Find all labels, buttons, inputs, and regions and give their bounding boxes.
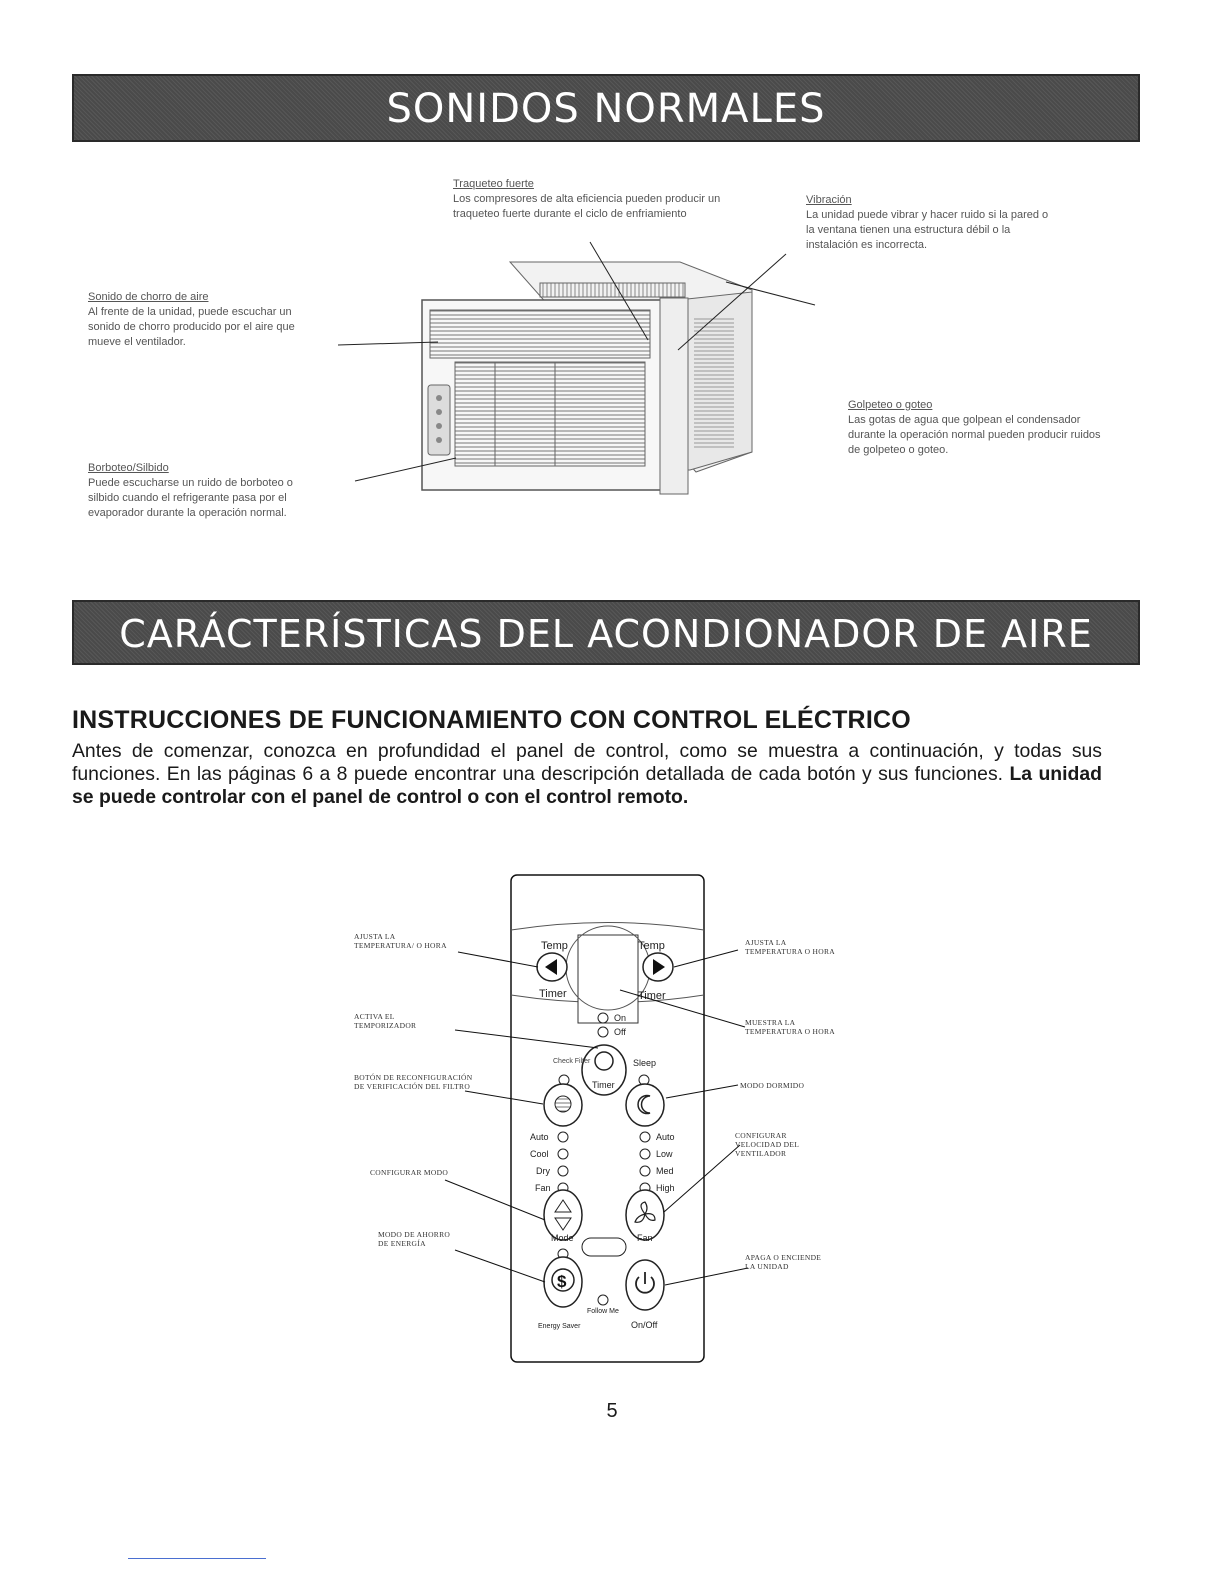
- callout-gurgle-text: Puede escucharse un ruido de borboteo o silbido cuando el refrigerante pasa por el evaporador durante la operación normal.: [88, 477, 293, 519]
- section-banner-sounds: SONIDOS NORMALES: [72, 74, 1140, 142]
- section-banner-features: CARÁCTERÍSTICAS DEL ACONDIONADOR DE AIRE: [72, 600, 1140, 665]
- page-number: 5: [606, 1400, 618, 1422]
- label-sleep: MODO DORMIDO: [740, 1081, 805, 1090]
- check-filter-label: Check Filter: [553, 1058, 591, 1065]
- mode-item-dry: Dry: [536, 1166, 550, 1176]
- callout-rattle-text: Los compresores de alta eficiencia pueden producir un traqueteo fuerte durante el ciclo de enfriamiento: [453, 193, 721, 220]
- energy-saver-label: Energy Saver: [538, 1323, 581, 1330]
- temp-left-label: Temp: [541, 940, 568, 952]
- fan-item-auto: Auto: [656, 1132, 675, 1142]
- follow-me-label: Follow Me: [587, 1308, 619, 1315]
- callout-airflow-text: Al frente de la unidad, puede escuchar un sonido de chorro producido por el aire que mueve el ventilador.: [88, 306, 295, 348]
- on-indicator: [598, 1013, 608, 1023]
- label-timer-on: ACTIVA EL TEMPORIZADOR: [354, 1012, 417, 1030]
- callout-vibration-text: La unidad puede vibrar y hacer ruido si la pared o la ventana tienen una estructura débil o la instalación es incorrecta.: [806, 209, 1049, 251]
- onoff-label: On/Off: [631, 1320, 658, 1330]
- filter-icon: [555, 1096, 571, 1112]
- fan-item-med: Med: [656, 1166, 674, 1176]
- callout-airflow: [88, 290, 313, 350]
- mode-item-cool: Cool: [530, 1149, 549, 1159]
- timer-right-label: Timer: [638, 990, 666, 1002]
- label-shows-temp: MUESTRA LA TEMPERATURA O HORA: [745, 1018, 835, 1036]
- callout-dripping: [848, 398, 1108, 458]
- mode-button-label: Mode: [551, 1233, 574, 1243]
- callout-dripping-text: Las gotas de agua que golpean el condensador durante la operación normal pueden producir ruidos de golpeteo o goteo.: [848, 414, 1101, 456]
- mode-item-auto: Auto: [530, 1132, 549, 1142]
- timer-button-label: Timer: [592, 1080, 615, 1090]
- callout-rattle: [453, 177, 763, 222]
- callout-dripping-title: Golpeteo o goteo: [848, 399, 933, 411]
- fan-item-low: Low: [656, 1149, 673, 1159]
- control-panel-diagram: [0, 860, 1224, 1380]
- off-indicator: [598, 1027, 608, 1037]
- dollar-icon: $: [557, 1272, 567, 1291]
- callout-vibration: [806, 193, 1051, 253]
- callout-gurgle-title: Borboteo/Silbido: [88, 462, 169, 474]
- sleep-button[interactable]: [626, 1084, 664, 1126]
- label-fan-speed: CONFIGURAR VELOCIDAD DEL VENTILADOR: [735, 1131, 799, 1158]
- footer-rule: [128, 1558, 266, 1559]
- label-power: APAGA O ENCIENDE LA UNIDAD: [745, 1253, 822, 1271]
- power-button[interactable]: [626, 1260, 664, 1310]
- intro-paragraph: [72, 740, 1102, 809]
- callout-rattle-title: Traqueteo fuerte: [453, 178, 534, 190]
- callout-vibration-title: Vibración: [806, 194, 852, 206]
- label-adjust-right: AJUSTA LA TEMPERATURA O HORA: [745, 938, 835, 956]
- fan-button-label: Fan: [637, 1233, 653, 1243]
- mode-item-fan: Fan: [535, 1183, 551, 1193]
- callout-gurgle: [88, 461, 320, 521]
- off-label: Off: [614, 1027, 626, 1037]
- label-adjust-left: AJUSTA LA TEMPERATURA/ O HORA: [354, 932, 447, 950]
- fan-item-high: High: [656, 1183, 675, 1193]
- callout-airflow-title: Sonido de chorro de aire: [88, 291, 209, 303]
- intro-text: Antes de comenzar, conozca en profundidad el panel de control, como se muestra a continuación, y todas sus funciones. En las páginas 6 a 8 puede encontrar una descripción detallada de cada botón y sus funciones.: [72, 740, 1102, 785]
- timer-left-label: Timer: [539, 988, 567, 1000]
- follow-me-display: [582, 1238, 626, 1256]
- temp-right-label: Temp: [638, 940, 665, 952]
- label-filter: BOTÓN DE RECONFIGURACIÓN DE VERIFICACIÓN DEL FILTRO: [354, 1073, 473, 1091]
- intro-bold-text: La unidad se puede controlar con el panel de control o con el control remoto.: [72, 763, 1102, 808]
- section-heading: INSTRUCCIONES DE FUNCIONAMIENTO CON CONTROL ELÉCTRICO: [72, 706, 911, 734]
- sleep-label: Sleep: [633, 1058, 657, 1068]
- follow-me-indicator: [598, 1295, 608, 1305]
- label-energy: MODO DE AHORRO DE ENERGÍA: [378, 1230, 451, 1248]
- label-mode: CONFIGURAR MODO: [370, 1168, 449, 1177]
- on-label: On: [614, 1013, 627, 1023]
